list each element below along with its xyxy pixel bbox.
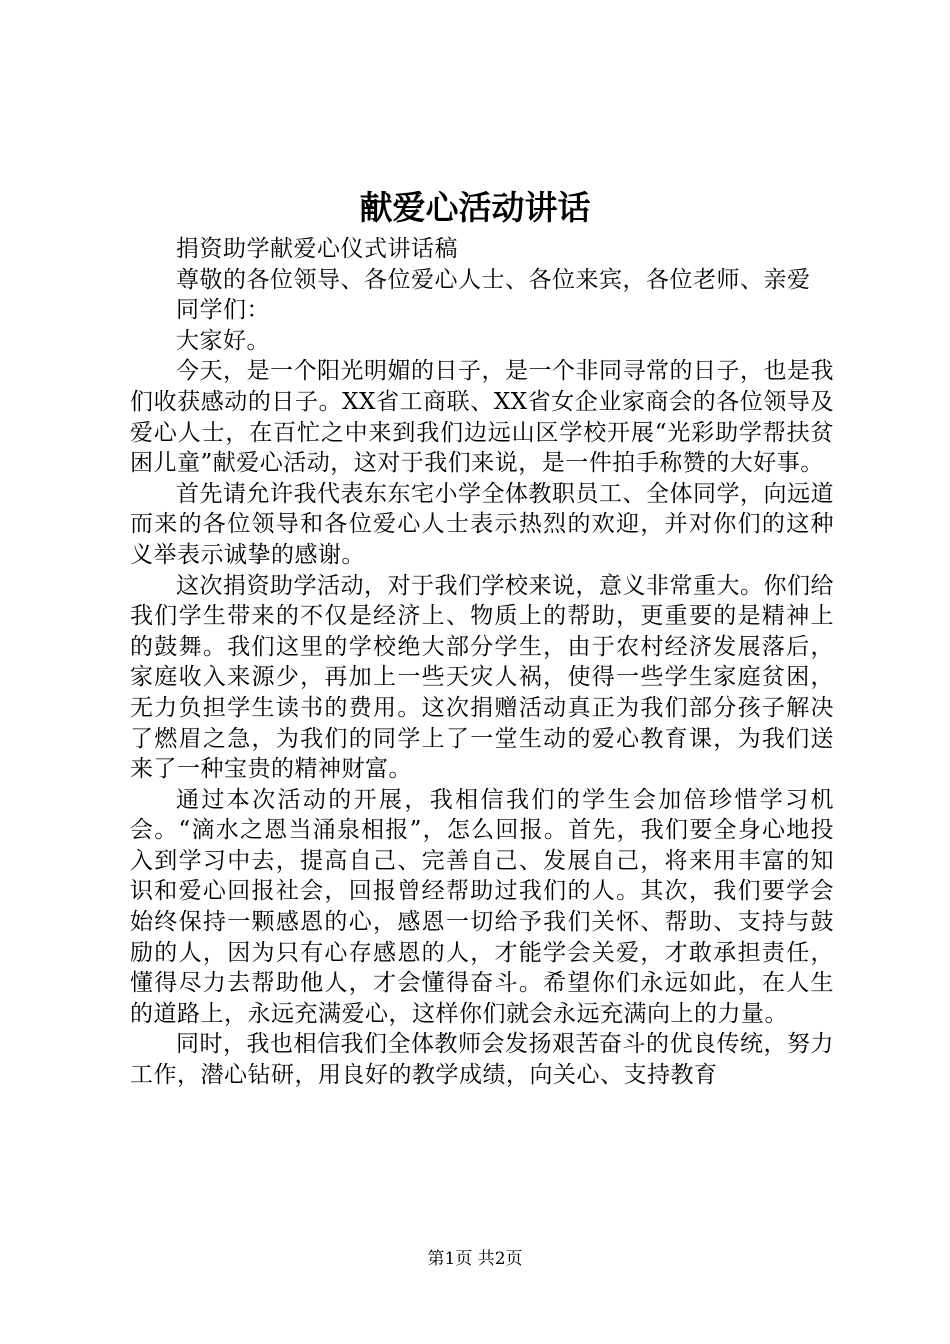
paragraph-body: 首先请允许我代表东东宅小学全体教职员工、全体同学，向远道而来的各位领导和各位爱心人士表示热烈的欢迎，并对你们的这种义举表示诚挚的感谢。	[130, 480, 834, 568]
paragraph-subtitle: 捐资助学献爱心仪式讲话稿	[176, 236, 458, 262]
paragraph-greeting: 大家好。	[176, 327, 270, 354]
paragraph-salutation: 尊敬的各位领导、各位爱心人士、各位来宾，各位老师、亲爱	[176, 266, 811, 293]
page-footer: 第1页 共2页	[427, 1249, 523, 1269]
paragraph-body: 同时，我也相信我们全体教师会发扬艰苦奋斗的优良传统，努力工作，潜心钻研，用良好的教学成绩，向关心、支持教育	[130, 1031, 834, 1089]
paragraph-body: 通过本次活动的开展，我相信我们的学生会加倍珍惜学习机会。“滴水之恩当涌泉相报”，怎么回报。首先，我们要全身心地投入到学习中去，提高自己、完善自己、发展自己，将来用丰富的知识和爱心回报社会，回报曾经帮助过我们的人。其次，我们要学会始终保持一颗感恩的心，感恩一切给予我们关怀、帮助、支持与鼓励的人，因为只有心存感恩的人，才能学会关爱，才敢承担责任，懂得尽力去帮助他人，才会懂得奋斗。希望你们永远如此，在人生的道路上，永远充满爱心，这样你们就会永远充满向上的力量。	[130, 786, 834, 1027]
paragraph-body: 今天，是一个阳光明媚的日子，是一个非同寻常的日子，也是我们收获感动的日子。XX省工商联、XX省女企业家商会的各位领导及爱心人士，在百忙之中来到我们边远山区学校开展“光彩助学帮扶贫困儿童”献爱心活动，这对于我们来说，是一件拍手称赞的大好事。	[130, 358, 834, 477]
paragraph-salutation-cont: 同学们：	[176, 297, 270, 324]
paragraph-body: 这次捐资助学活动，对于我们学校来说，意义非常重大。你们给我们学生带来的不仅是经济上、物质上的帮助，更重要的是精神上的鼓舞。我们这里的学校绝大部分学生，由于农村经济发展落后，家庭收入来源少，再加上一些天灾人祸，使得一些学生家庭贫困，无力负担学生读书的费用。这次捐赠活动真正为我们部分孩子解决了燃眉之急，为我们的同学上了一堂生动的爱心教育课，为我们送来了一种宝贵的精神财富。	[130, 572, 834, 783]
document-body	[130, 234, 834, 1091]
document-title: 献爱心活动讲话	[359, 188, 591, 227]
